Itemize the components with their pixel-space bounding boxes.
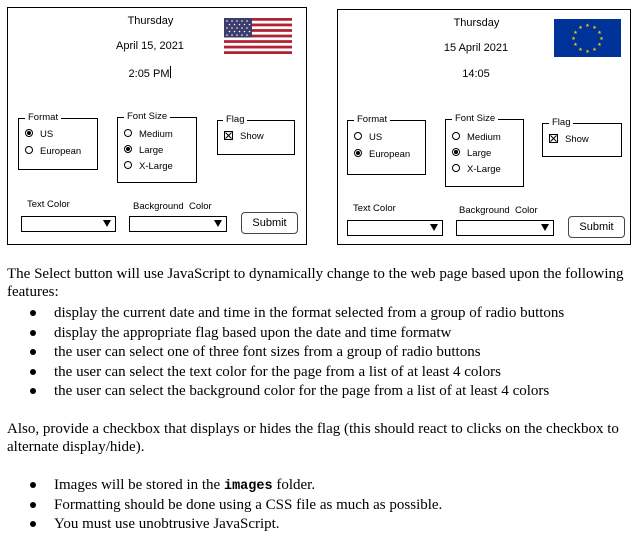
flag-fieldset [542,117,622,157]
font-size-option-x-large[interactable]: X-Large [124,161,173,173]
list-item: Images will be stored in the images folder. [54,476,442,496]
feature-list [54,304,564,402]
images-folder-name: images [223,479,273,494]
format-fieldset [18,112,98,170]
eu-flag-icon [554,19,621,57]
font-size-option-large[interactable]: Large [452,148,491,160]
font-size-option-medium[interactable]: Medium [124,129,173,141]
radio-selected-icon[interactable] [354,149,362,157]
us-flag-icon [224,18,292,54]
bullet-icon [30,369,36,375]
radio-selected-icon[interactable] [452,148,460,156]
background-color-select[interactable] [456,220,554,236]
mockup-european-format [337,9,631,245]
day-label: Thursday [127,15,174,27]
background-color-select[interactable] [129,216,227,232]
svg-text:★: ★ [592,25,597,31]
list-item: the user can select the background color for the page from a list of at least 4 colors [54,382,564,402]
flag-legend: Flag [223,114,247,126]
radio-selected-icon[interactable] [124,145,132,153]
time-display: 2:05 PM [128,68,170,80]
radio-icon[interactable] [452,132,460,140]
radio-icon[interactable] [124,129,132,137]
submit-button[interactable]: Submit [568,216,625,238]
bullet-icon [30,330,36,336]
text-color-select[interactable] [347,220,443,236]
radio-icon[interactable] [25,146,33,154]
svg-text:★: ★ [578,47,583,53]
flag-show-checkbox[interactable]: Show [224,131,264,143]
list-item: display the appropriate flag based upon the date and time formatw [54,324,564,344]
dropdown-arrow-icon [103,220,111,227]
requirements-list [54,476,442,535]
radio-icon[interactable] [354,132,362,140]
svg-text:★: ★ [597,42,602,48]
format-option-european[interactable]: European [25,146,81,158]
dropdown-arrow-icon [430,224,438,231]
font-size-fieldset [117,111,197,183]
radio-selected-icon[interactable] [25,129,33,137]
list-item: You must use unobtrusive JavaScript. [54,515,442,535]
radio-icon[interactable] [452,164,460,172]
flag-show-checkbox[interactable]: Show [549,134,589,146]
svg-text:★: ★ [573,30,578,36]
format-fieldset [347,114,426,175]
mockup-us-format [7,7,307,245]
time-display: 14:05 [462,68,490,80]
format-option-us[interactable]: US [25,129,53,141]
font-size-option-large[interactable]: Large [124,145,163,157]
font-size-option-medium[interactable]: Medium [452,132,501,144]
svg-text:★: ★ [573,42,578,48]
date-label: 15 April 2021 [443,42,509,54]
format-legend: Format [25,112,61,124]
font-size-option-x-large[interactable]: X-Large [452,164,501,176]
svg-text:★: ★ [585,49,590,55]
checkbox-note-paragraph: Also, provide a checkbox that displays or hides the flag (this should react to clicks on the checkbox to alternate display/hide). [7,421,619,455]
font-size-fieldset [445,113,524,187]
svg-text:★: ★ [578,25,583,31]
checkbox-checked-icon[interactable] [224,131,233,140]
format-legend: Format [354,114,390,126]
day-label: Thursday [453,17,500,29]
background-color-label: Background Color [133,201,212,212]
dropdown-arrow-icon [214,220,222,227]
svg-text:★: ★ [571,36,576,42]
bullet-icon [30,349,36,355]
text-color-label: Text Color [27,199,70,210]
svg-text:★: ★ [592,47,597,53]
format-option-european[interactable]: European [354,149,410,161]
svg-text:★: ★ [599,36,604,42]
text-color-select[interactable] [21,216,116,232]
intro-paragraph: The Select button will use JavaScript to dynamically change to the web page based upon the following features: [7,266,624,300]
list-item: Formatting should be done using a CSS file as much as possible. [54,496,442,516]
list-item: the user can select the text color for the page from a list of at least 4 colors [54,363,564,383]
dropdown-arrow-icon [541,224,549,231]
bullet-icon [30,310,36,316]
svg-text:★: ★ [585,23,590,29]
text-color-label: Text Color [353,203,396,214]
bullet-icon [30,521,36,527]
bullet-icon [30,502,36,508]
checkbox-checked-icon[interactable] [549,134,558,143]
flag-legend: Flag [549,117,573,129]
submit-button[interactable]: Submit [241,212,298,234]
font-size-legend: Font Size [452,113,498,125]
radio-icon[interactable] [124,161,132,169]
background-color-label: Background Color [459,205,538,216]
format-option-us[interactable]: US [354,132,382,144]
flag-fieldset [217,114,295,155]
font-size-legend: Font Size [124,111,170,123]
date-label: April 15, 2021 [116,40,184,52]
svg-text:★: ★ [597,30,602,36]
list-item: display the current date and time in the format selected from a group of radio buttons [54,304,564,324]
list-item: the user can select one of three font sizes from a group of radio buttons [54,343,564,363]
bullet-icon [30,388,36,394]
bullet-icon [30,482,36,488]
